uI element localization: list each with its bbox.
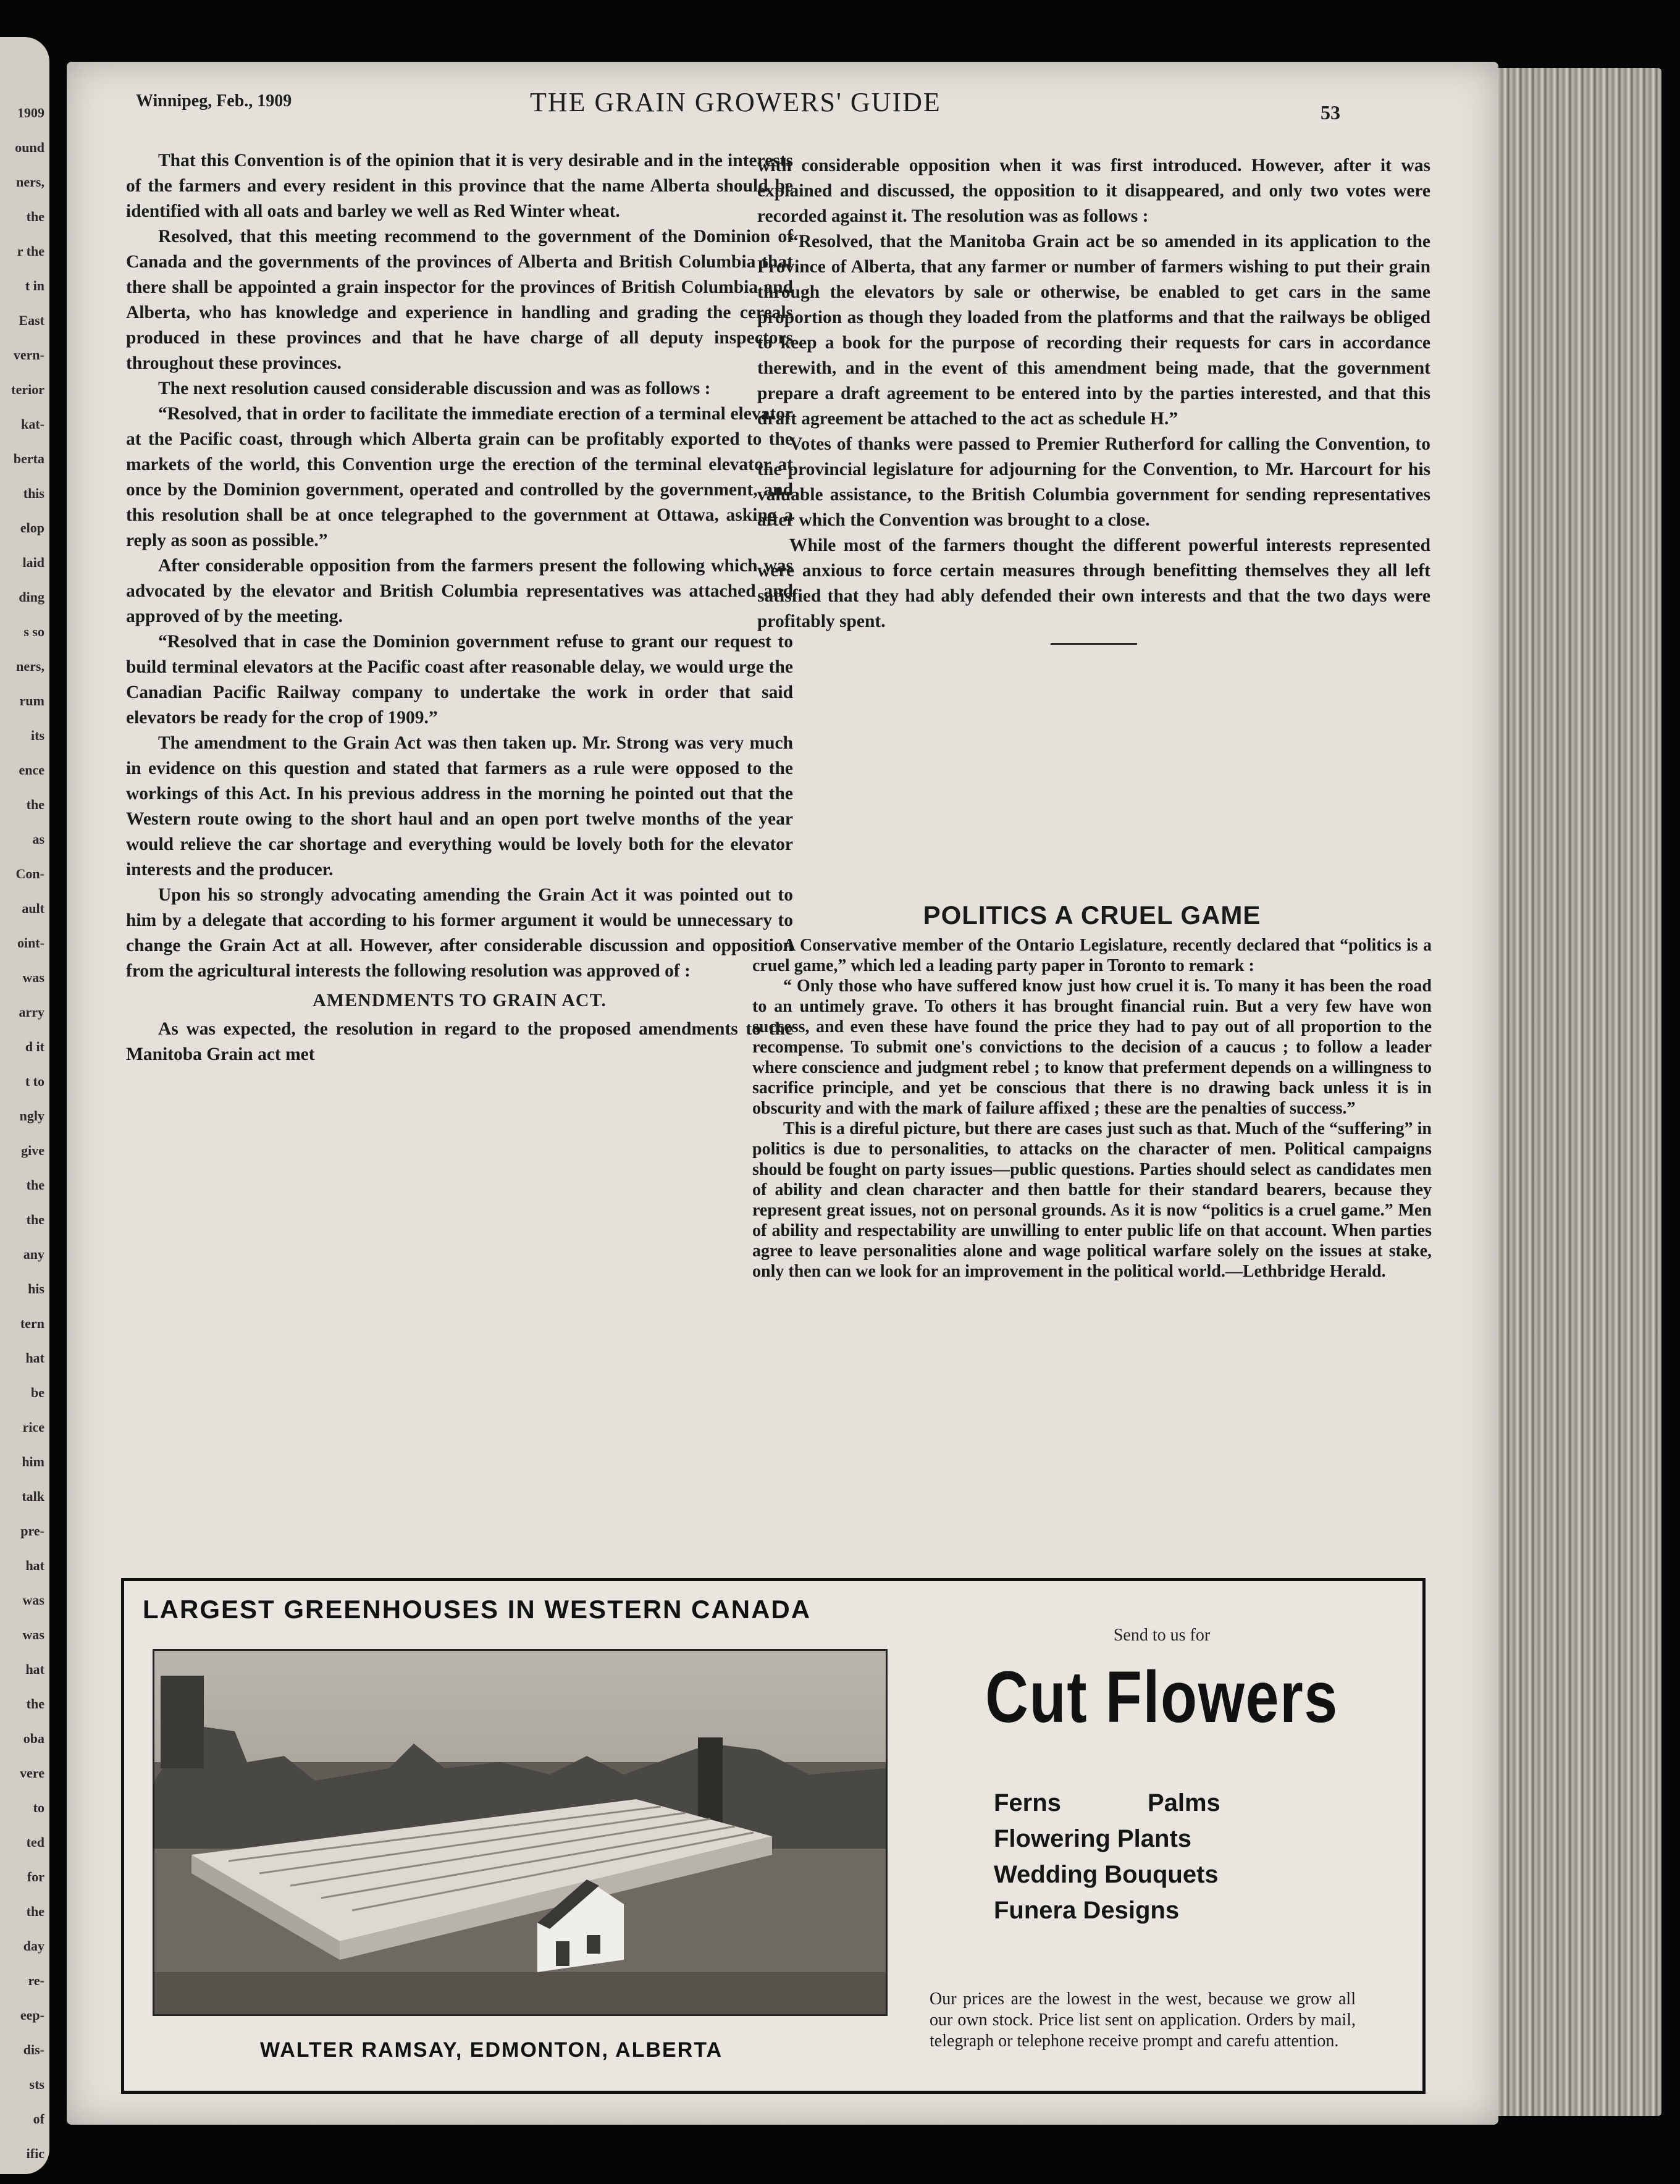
greenhouse-advertisement bbox=[121, 1578, 1426, 2094]
facing-page-fragment: talk bbox=[22, 1489, 44, 1504]
paragraph: As was expected, the resolution in regard to the proposed amendments to the Manitoba Grain act met bbox=[126, 1019, 793, 1064]
facing-page-fragment: ific bbox=[26, 2146, 44, 2161]
facing-page-fragment: for bbox=[27, 1869, 44, 1884]
facing-page-fragment: East bbox=[19, 313, 44, 328]
facing-page-fragment: Con- bbox=[15, 866, 44, 881]
facing-page-fragment: ners, bbox=[16, 658, 44, 674]
facing-page-fragment: eep- bbox=[20, 2007, 44, 2023]
facing-page-fragment: vere bbox=[20, 1765, 44, 1781]
greenhouse-photo-image bbox=[154, 1651, 886, 2014]
ad-prices-text: Our prices are the lowest in the west, because we grow all our own stock. Price list sent on application. Orders by mail, telegraph or telephone receive prompt and carefu attention. bbox=[930, 1989, 1356, 2051]
ad-item: Palms bbox=[1147, 1789, 1220, 1816]
paragraph: Upon his so strongly advocating amending the Grain Act it was pointed out to him by a delegate that according to his former argument it would be unnecessary to change the Grain Act at all. However, after considerable discussion and opposition from the agricultural interests the following resolution was approved of : bbox=[126, 885, 793, 981]
facing-page-fragment: kat- bbox=[21, 416, 44, 432]
ad-item: Funera Designs bbox=[994, 1897, 1180, 1924]
facing-page-fragment: rum bbox=[19, 693, 44, 708]
paragraph: The amendment to the Grain Act was then taken up. Mr. Strong was very much in evidence on this question and stated that farmers as a rule were opposed to the workings of this Act. In his previous address in the morning he pointed out that the Western route owing to the short haul and an open port twelve months of the year would relieve the car shortage and everything would be lovely both for the elevator interests and the producer. bbox=[126, 733, 793, 880]
facing-page-fragment: any bbox=[23, 1246, 44, 1262]
ad-copy bbox=[915, 1581, 1409, 2085]
greenhouse-photo bbox=[153, 1649, 888, 2016]
facing-page-fragment: elop bbox=[20, 520, 44, 536]
facing-page-fragment: vern- bbox=[13, 347, 44, 363]
facing-page-fragment: berta bbox=[13, 451, 44, 466]
facing-page-fragment: give bbox=[21, 1143, 44, 1158]
ad-send-text: Send to us for bbox=[1113, 1626, 1211, 1645]
paragraph: “Resolved, that the Manitoba Grain act be so amended in its application to the Province of Alberta, that any farmer or number of farmers wishing to put their grain through the elevators by sale or otherwise, be enabled to get cars in the same proportion as though they loaded from the platforms and that the railways be obliged to keep a book for the purpose of recording their requests for cars in accordance therewith, and in the event of this amendment being made, that the government prepare a draft agreement to be entered into by the parties interested, and that this draft agreement be attached to the act as schedule H.” bbox=[757, 232, 1430, 429]
facing-page-fragment: arry bbox=[19, 1004, 44, 1020]
paragraph: Votes of thanks were passed to Premier Rutherford for calling the Convention, to the provincial legislature for adjourning for the Convention, to Mr. Harcourt for his valuable assistance, to the British Columbia government for sending representatives after which the Convention was brought to a close. bbox=[757, 434, 1430, 530]
paragraph: A Conservative member of the Ontario Legislature, recently declared that “politics is a cruel game,” which led a leading party paper in Toronto to remark : bbox=[752, 936, 1432, 975]
ad-footer: WALTER RAMSAY, EDMONTON, ALBERTA bbox=[260, 2038, 723, 2062]
ad-headline: LARGEST GREENHOUSES IN WESTERN CANADA bbox=[143, 1595, 812, 1624]
paragraph: “Resolved, that in order to facilitate the immediate erection of a terminal elevator at the Pacific coast, through which Alberta grain can be profitably exported to the markets of the world, this Convention urge the erection of the terminal elevator at once by the Dominion government, operated and controlled by the government, and this resolution shall be at once telegraphed to the government at Ottawa, asking a reply as soon as possible.” bbox=[126, 404, 793, 550]
paragraph: Resolved, that this meeting recommend to the government of the Dominion of Canada and the governments of the provinces of Alberta and British Columbia that there shall be appointed a grain inspector for the provinces of British Columbia and Alberta, who has knowledge and experience in handling and grading the cereals produced in these provinces and that he have charge of all deputy inspectors throughout these provinces. bbox=[126, 227, 793, 373]
paragraph: While most of the farmers thought the different powerful interests represented were anxious to force certain measures through benefitting themselves they all left satisfied that they had ably defended their own interests and that the two days were profitably spent. bbox=[757, 536, 1430, 631]
facing-page-strip bbox=[0, 37, 49, 2174]
paragraph: The next resolution caused considerable discussion and was as follows : bbox=[158, 379, 711, 398]
section-divider bbox=[1051, 643, 1137, 645]
ad-product-list bbox=[994, 1785, 1220, 1928]
facing-page-fragment: r the bbox=[17, 243, 44, 259]
facing-page-fragment: was bbox=[22, 1627, 44, 1642]
section-subheading: AMENDMENTS TO GRAIN ACT. bbox=[313, 990, 607, 1010]
facing-page-fragment: the bbox=[26, 797, 44, 812]
facing-page-fragment: the bbox=[26, 1696, 44, 1712]
facing-page-fragment: terior bbox=[11, 382, 44, 397]
facing-page-fragment: be bbox=[31, 1385, 44, 1400]
article-body bbox=[752, 935, 1432, 1282]
facing-page-fragment: the bbox=[26, 1177, 44, 1193]
politics-article bbox=[752, 888, 1432, 1282]
facing-page-fragment: laid bbox=[22, 555, 44, 570]
facing-page-fragment: of bbox=[33, 2111, 44, 2127]
facing-page-fragment: this bbox=[23, 485, 44, 501]
ad-item: Ferns bbox=[994, 1789, 1061, 1816]
facing-page-fragment: the bbox=[26, 1904, 44, 1919]
ad-item: Wedding Bouquets bbox=[994, 1861, 1219, 1888]
facing-page-fragment: as bbox=[32, 831, 44, 847]
paragraph: with considerable opposition when it was first introduced. However, after it was explained and discussed, the opposition to it disappeared, and only two votes were recorded against it. The resolution was as follows : bbox=[757, 156, 1430, 226]
paragraph: After considerable opposition from the farmers present the following which was advocated by the elevator and British Columbia representatives was attached and approved of by the meeting. bbox=[126, 556, 793, 626]
facing-page-fragment: the bbox=[26, 209, 44, 224]
page-number: 53 bbox=[1321, 101, 1340, 124]
paragraph: This is a direful picture, but there are cases just such as that. Much of the “suffering” in politics is due to personalities, to attacks on the character of men. Political campaigns should be fought on party issues—public questions. Parties should select as candidates men of ability and clean character and then battle for their standard bearers, because they represent great issues, not on personal grounds. As it is now “politics is a cruel game.” Men of ability and respectability are unwilling to enter public life on that account. When parties agree to leave personalities alone and wage political warfare solely on the issues at stake, only then can we look for an improvement in the political world.—Lethbridge Herald. bbox=[752, 1119, 1432, 1281]
facing-page-fragment: hat bbox=[25, 1350, 44, 1366]
right-column bbox=[757, 153, 1430, 645]
facing-page-fragment: ngly bbox=[19, 1108, 44, 1124]
facing-page-fragment: dis- bbox=[23, 2042, 44, 2057]
facing-page-fragment: ence bbox=[19, 762, 44, 778]
facing-page-fragment: the bbox=[26, 1212, 44, 1227]
paragraph: “ Only those who have suffered know just how cruel it is. To many it has been the road to an untimely grave. To others it has brought financial ruin. But a very few have won success, and even these have found the price they had to pay out of all proportion to the recompense. To submit one's convictions to the decision of a caucus ; to follow a leader where conscience and judgment rebel ; to know that preferment depends on a willingness to sacrifice principle, and yet be conscious that there is no drawing back unless it is in obscurity and with the mark of failure affixed ; these are the penalties of success.” bbox=[752, 976, 1432, 1118]
article-title: POLITICS A CRUEL GAME bbox=[923, 901, 1261, 930]
facing-page-fragment: tern bbox=[20, 1316, 44, 1331]
facing-page-fragment: t in bbox=[25, 278, 44, 293]
book-edge bbox=[1498, 68, 1661, 2116]
facing-page-fragment: day bbox=[23, 1938, 44, 1954]
facing-page-fragment: 1909 bbox=[17, 105, 44, 120]
facing-page-fragment: was bbox=[22, 1592, 44, 1608]
paragraph: “Resolved that in case the Dominion government refuse to grant our request to build terminal elevators at the Pacific coast after reasonable delay, we would urge the Canadian Pacific Railway company to undertake the work in order that said elevators be ready for the crop of 1909.” bbox=[126, 632, 793, 728]
facing-page-fragment: his bbox=[28, 1281, 44, 1296]
newspaper-page bbox=[67, 62, 1498, 2125]
facing-page-fragment: rice bbox=[22, 1419, 44, 1435]
facing-page-fragment: to bbox=[33, 1800, 44, 1815]
facing-page-fragment: hat bbox=[25, 1558, 44, 1573]
facing-page-fragment: its bbox=[31, 728, 44, 743]
facing-page-fragment: s so bbox=[23, 624, 44, 639]
facing-page-fragment: t to bbox=[25, 1073, 44, 1089]
facing-page-fragment: re- bbox=[28, 1973, 44, 1988]
facing-page-fragment: pre- bbox=[20, 1523, 44, 1539]
facing-page-fragment: d it bbox=[25, 1039, 44, 1054]
left-column bbox=[126, 148, 793, 1067]
facing-page-fragment: ding bbox=[19, 589, 44, 605]
ad-cut-flowers-title: Cut Flowers bbox=[985, 1657, 1338, 1738]
facing-page-fragment: ault bbox=[22, 901, 44, 916]
facing-page-fragment: ound bbox=[15, 140, 44, 155]
facing-page-fragment: oint- bbox=[17, 935, 44, 951]
facing-page-fragment: was bbox=[22, 970, 44, 985]
facing-page-fragment: oba bbox=[23, 1731, 44, 1746]
facing-page-fragment: sts bbox=[29, 2077, 44, 2092]
ad-item: Flowering Plants bbox=[994, 1825, 1192, 1852]
header-date: Winnipeg, Feb., 1909 bbox=[136, 91, 292, 111]
facing-page-fragment: ners, bbox=[16, 174, 44, 190]
facing-page-fragment: ted bbox=[26, 1834, 44, 1850]
paragraph: That this Convention is of the opinion that it is very desirable and in the interests of the farmers and every resident in this province that the name Alberta should be identified with all oats and barley we well as Red Winter wheat. bbox=[126, 151, 793, 221]
facing-page-fragment: hat bbox=[25, 1661, 44, 1677]
header-title: THE GRAIN GROWERS' GUIDE bbox=[530, 87, 941, 117]
facing-page-fragment: him bbox=[22, 1454, 44, 1469]
